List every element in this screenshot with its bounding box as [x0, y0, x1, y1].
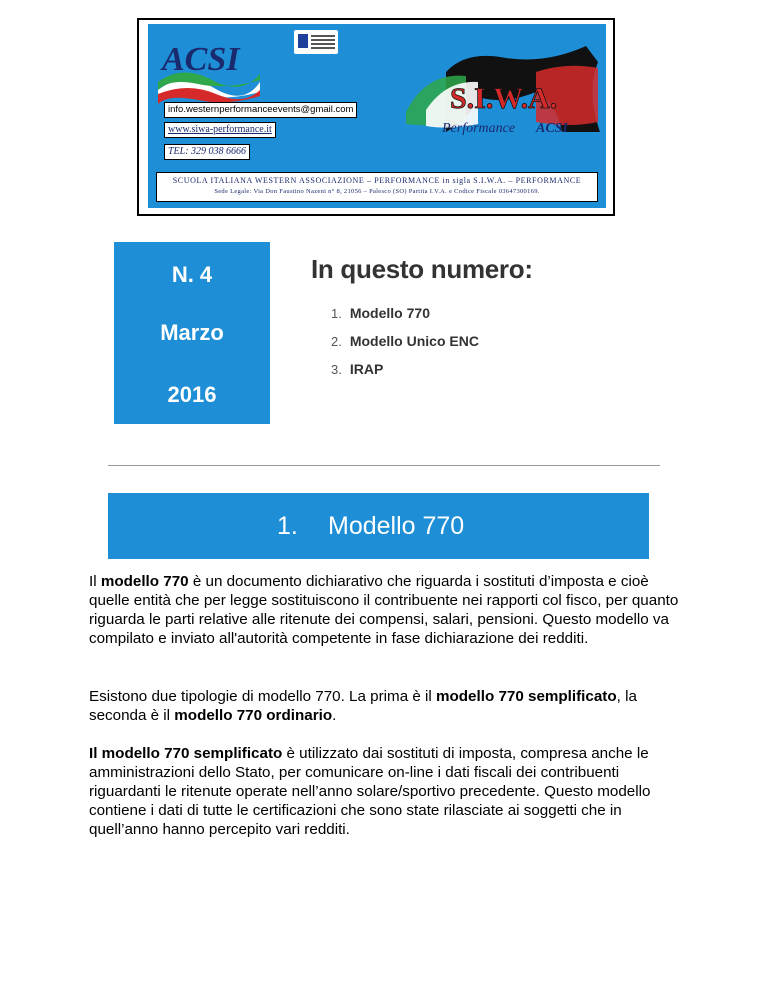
svg-text:ACSI: ACSI — [536, 121, 568, 136]
paragraph — [89, 744, 689, 839]
paragraph — [89, 687, 689, 725]
divider — [108, 465, 660, 466]
toc-item[interactable] — [331, 361, 383, 377]
paragraph-text: Esistono due tipologie di modello 770. La prima è il — [89, 688, 436, 705]
issue-number: N. 4 — [171, 262, 213, 287]
toc-item[interactable] — [331, 305, 430, 321]
paragraph-text: è utilizzato dai sostituti di imposta, compresa anche le amministrazioni dello Stato, per comunicare on-line i dati fiscali dei contribuenti riguardanti le ritenute operate nell’anno solare/sportivo precedente. Questo modello contiene i dati di tutte le certificazioni che sono state rilasciate ai soggetti che in quell’anno hanno percepito vari redditi. — [89, 745, 651, 838]
paragraph-bold-text: modello 770 ordinario — [174, 707, 333, 724]
paragraph-text: , la seconda è il — [89, 688, 637, 724]
paragraph-text: Il — [89, 573, 101, 590]
paragraph-text: . — [332, 707, 337, 724]
acsi-logo — [154, 30, 262, 108]
toc-item-label: IRAP — [349, 361, 384, 377]
toc-title: In questo numero: — [311, 254, 533, 284]
contact-phone: TEL: 329 038 6666 — [164, 144, 250, 160]
section-number: 1. — [277, 512, 298, 540]
coni-emblem — [294, 30, 338, 54]
paragraph-text: è un documento dichiarativo che riguarda i sostituti d’imposta e cioè quelle entità che per legge sostituiscono il contribuente nei rapporti col fisco, per quanto riguarda le parti relative alle ritenute dei compensi, salari, pensioni. Questo modello va compilato e inviato all'autorità competente in fase dichiarazione dei redditi. — [89, 573, 679, 647]
paragraph-bold-text: Il modello 770 semplificato — [89, 745, 283, 762]
toc-item-number: 2. — [331, 334, 342, 349]
toc-item[interactable] — [331, 333, 479, 349]
toc-item-number: 3. — [331, 362, 342, 377]
section-header — [108, 493, 649, 559]
header-banner — [148, 24, 606, 208]
banner-footer-line2: Sede Legale: Via Don Faustino Nazeni n° 8, 21056 – Palesco (SO) Partita I.V.A. e Codice Fiscale 03647300169. — [214, 188, 540, 195]
issue-month: Marzo — [160, 320, 224, 345]
issue-box — [114, 242, 270, 424]
toc-item-label: Modello 770 — [349, 305, 430, 321]
section-title: Modello 770 — [328, 512, 465, 540]
banner-footer-line1: SCUOLA ITALIANA WESTERN ASSOCIAZIONE – PERFORMANCE in sigla S.I.W.A. – PERFORMANCE — [172, 176, 582, 185]
issue-year: 2016 — [167, 382, 217, 407]
contact-email[interactable]: info.westernperformanceevents@gmail.com — [164, 102, 357, 118]
banner-footer — [156, 172, 598, 202]
svg-text:Performance: Performance — [442, 121, 516, 136]
siwa-logo — [386, 32, 606, 142]
toc-item-number: 1. — [331, 306, 342, 321]
paragraph-bold-text: modello 770 semplificato — [436, 688, 617, 705]
paragraph — [89, 572, 689, 648]
paragraph-bold-text: modello 770 — [100, 573, 189, 590]
contact-website[interactable]: www.siwa-performance.it — [164, 122, 276, 138]
svg-text:S.I.W.A.: S.I.W.A. — [450, 82, 558, 115]
toc-item-label: Modello Unico ENC — [349, 333, 479, 349]
svg-text:ACSI: ACSI — [162, 41, 240, 78]
